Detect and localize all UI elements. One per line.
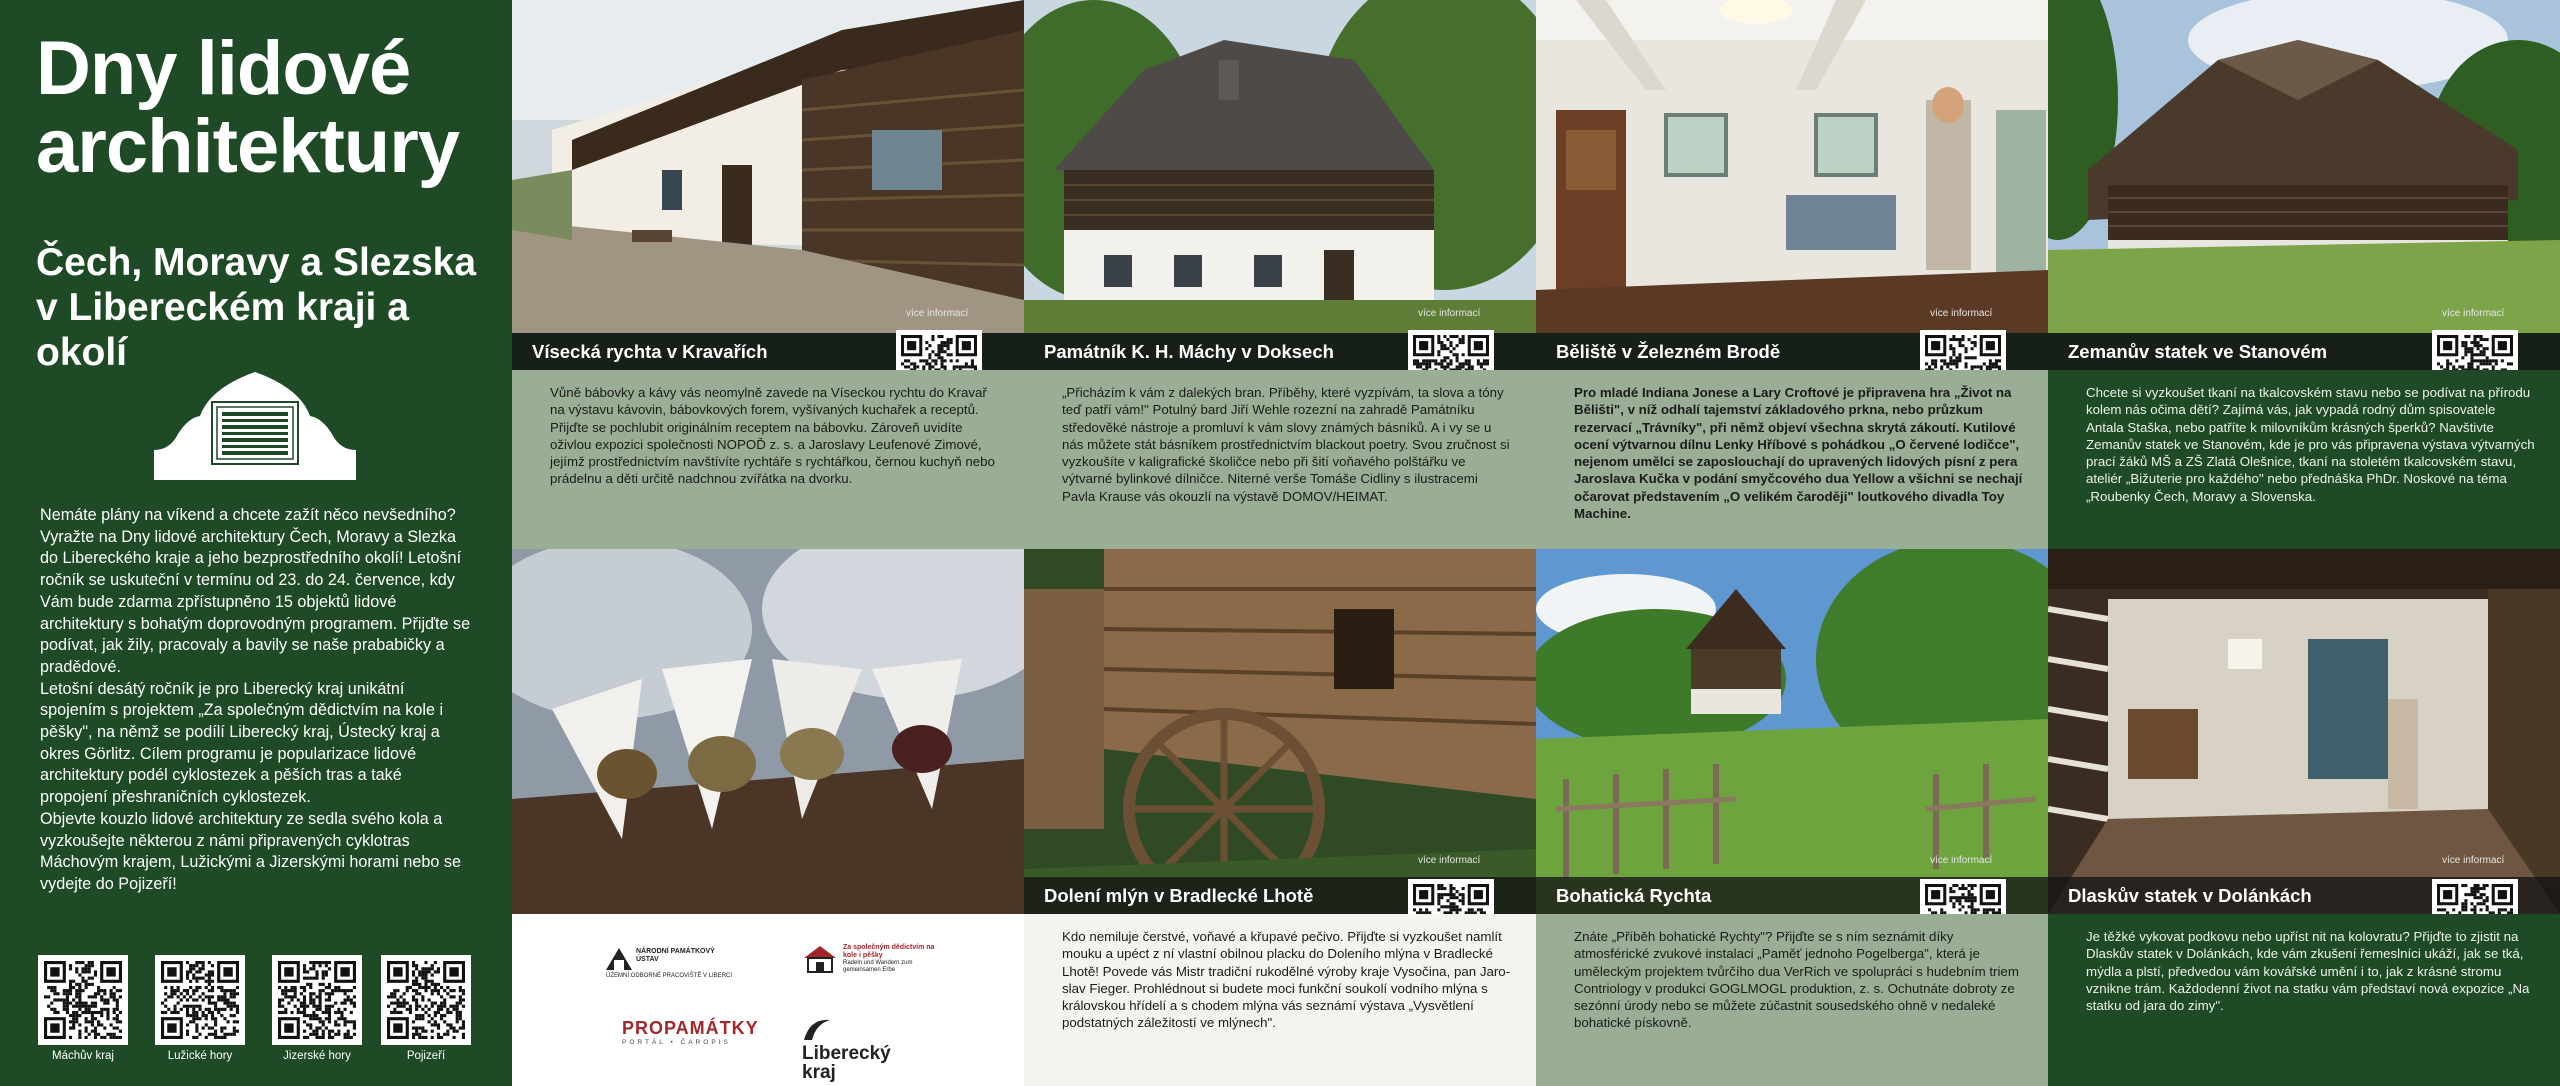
tile-description: Vůně bábovky a kávy vás neomylně zavede na Víseckou rychtu do Kravař na výstavu kávovin, bábovkových forem, vyšívaných kuchařek a receptů. Přijďte se pochlubit originálním receptem na bábovku. Zároveň uvidíte oživlou expozici společnosti NOPOĎ z. s. a Jaroslavy Leufenové Zimové, jejímž prostřednictvím navštívíte rychtáře s rychtářkou, černou kuchyň nebo prádelnu a děti určitě nadchnou zvířátka na dvorku. (512, 370, 1024, 549)
liberecky-kraj-logo (802, 1014, 891, 1083)
tile-title: Památník K. H. Máchy v Doksech (1024, 333, 1536, 370)
qr-code-icon (278, 961, 356, 1039)
tile-zemanuv-statek (2048, 0, 2560, 549)
intro-panel (0, 0, 512, 1086)
propamatky-logo (622, 1018, 759, 1046)
tile-description: Pro mladé Indiana Jonese a Lary Croftové je připravena hra „Život na Bělišti", v níž odhalí tajemství základového prkna, nebo průzkum rezervací „Trávníky", při němž objeví všechna skrytá zákoutí. Kutilové ocení výtvarnou dílnu Lenky Hříbové s pohádkou „O červené lodičce", nejenom umělci se zaposlouchají do upravených lidových písní z pera Jaroslava Kučka v podání smyčcového dua Yellow a všichni se nechají očarovat představením „O velikém čaroději" loutkového divadla Toy Machine. (1536, 370, 2048, 549)
folk-architecture-logo (150, 358, 360, 483)
sponsor-logos (512, 914, 1024, 1086)
tile-title: Běliště v Železném Brodě (1536, 333, 2048, 370)
npu-logo (606, 948, 736, 980)
page-title: Dny lidové architektury (36, 26, 460, 189)
tile-title: Vísecká rychta v Kravařích (512, 333, 1024, 370)
sponsor-name: PROPAMÁTKY (622, 1018, 759, 1038)
region-icon (802, 1014, 832, 1044)
route-qr-luzicke-hory[interactable] (155, 955, 245, 1062)
sponsor-name: Liberecký kraj (802, 1043, 891, 1083)
route-label: Máchův kraj (52, 1050, 114, 1062)
photo-pamatnik-machy (1024, 0, 1536, 333)
sponsor-subname: ÚZEMNÍ ODBORNÉ PRACOVIŠTĚ V LIBERCI (606, 973, 733, 979)
npu-logo-icon (606, 948, 632, 970)
route-label: Lužické hory (167, 1050, 233, 1062)
route-qr-pojizeri[interactable] (381, 955, 471, 1062)
route-label: Jizerské hory (283, 1050, 351, 1062)
page-subtitle: Čech, Moravy a Slezska v Libereckém kraji a okolí (36, 241, 477, 374)
tile-bohaticka-rychta (1536, 549, 2048, 1086)
photo-zemanuv-statek (2048, 0, 2560, 333)
more-info-label: více informací (1418, 855, 1481, 866)
tile-beliste (1536, 0, 2048, 549)
route-qr-machuv-kraj[interactable] (38, 955, 128, 1062)
tile-visecka-rychta (512, 0, 1024, 549)
tile-pamatnik-machy (1024, 0, 1536, 549)
qr-code-icon (44, 961, 122, 1039)
more-info-label: více informací (1930, 855, 1993, 866)
sponsor-subname: PORTÁL • ČAROPIS (622, 1039, 731, 1046)
house-icon (802, 944, 838, 974)
intro-paragraph: Nemáte plány na víkend a chcete zažít něco nevšedního? Vyražte na Dny lidové architektury Čech, Moravy a Slezka do Libereckého kraje a jeho bezprostředního okolí! Letošní ročník se uskuteční v termínu od 23. do 24. července, kdy Vám bude zdarma zpřístupněno 15 objektů lidové architektury s bohatým doprovodným programem. Přijďte se podívat, jak žily, pracovaly a bavily se naše prababičky a pradědové. (40, 506, 471, 676)
more-info-label: více informací (2442, 308, 2505, 319)
sponsor-name: NÁRODNÍ PAMÁTKOVÝ ÚSTAV (636, 948, 715, 963)
tile-title: Dlaskův statek v Dolánkách (2048, 877, 2560, 914)
heritage-project-logo (802, 944, 942, 974)
tile-description: Znáte „Příběh bohatické Rychty"? Přijďte se s ním seznámit díky atmosférické zvukové instalaci „Paměť jednoho Pogelberga", která je uměleckým projektem tvůrčího dua VerRich ve spolupráci s hudebním triem Contriology v produkci GOGLMOGL produktion, z. s. Ochutnáte dobroty ze sezónní úrody nebo se můžete zúčastnit sousedského ohně v nedaleké bohatické pískovně. (1536, 914, 2048, 1086)
tile-description: Je těžké vykovat podkovu nebo upříst nit na kolovratu? Přijďte to zjistit na Dlaskův statek v Dolánkách, kde vám zkušení řemeslníci ukáží, jak se tká, mýdla a plstí, předvedou vám kovářské umění i to, jak z krásné stromu vznikne trám. Každodenní život na statku vám představí nová expozice „Na statku od jara do zimy". (2048, 914, 2560, 1086)
photo-visecka-rychta (512, 0, 1024, 333)
more-info-label: více informací (906, 308, 969, 319)
more-info-label: více informací (2442, 855, 2505, 866)
tile-description: „Přicházím k vám z dalekých bran. Příběhy, které vyzpívám, ta slova a tóny teď patří vám!" Potulný bard Jiří Wehle rozezní na zahradě Památníku středověké nástroje a promluví k vám slovy známých básníků. A i vy se u nás můžete stát básníkem prostřednictvím blackout poetry. Svou zručnost si vyzkoušíte v kaligrafické školičce nebo při šití voňavého polštářku ve výtvarné bylinkové dílničce. Niterné verše Tomáše Cidliny s ilustracemi Pavla Krause vás okouzlí na výstavě DOMOV/HEIMAT. (1024, 370, 1536, 549)
more-info-label: více informací (1930, 308, 1993, 319)
qr-code-icon (387, 961, 465, 1039)
tile-description: Chcete si vyzkoušet tkaní na tkalcovském stavu nebo se podívat na přírodu kolem nás očima dětí? Zajímá vás, jak vypadá rodný dům spisovatele Antala Staška, nebo patříte k milovníkům krásných šperků? Navštivte Zemanův statek ve Stanovém, kde je pro vás připravena výstava výtvarných prací žáků MŠ a ZŠ Zlatá Olešnice, tkaní na stoletém tkalcovském stavu, ateliér „Bižuterie pro každého" nebo přednáška PhDr. Noskové na téma „Roubenky Čech, Moravy a Slovenska. (2048, 370, 2560, 549)
route-label: Pojizeří (406, 1050, 446, 1062)
photo-beliste (1536, 0, 2048, 333)
intro-paragraph: Letošní desátý ročník je pro Liberecký kraj unikátní spojením s projektem „Za společným dědictvím na kole i pěšky", na němž se podílí Liberecký kraj, Ústecký kraj a okres Görlitz. Cílem programu je popularizace lidové architektury podél cyklostezek a pěších tras a také propojení přeshraničních cyklostezek. (40, 679, 444, 807)
tile-title: Bohatická Rychta (1536, 877, 2048, 914)
qr-code-icon (161, 961, 239, 1039)
tile-title: Zemanův statek ve Stanovém (2048, 333, 2560, 370)
intro-paragraph: Objevte kouzlo lidové architektury ze sedla svého kola a vyzkoušejte některou z námi připravených cyklotras Máchovým krajem, Lužickými a Jizerskými horami nebo se vydejte do Pojizeří! (40, 809, 461, 893)
more-info-label: více informací (1418, 308, 1481, 319)
route-qr-jizerske-hory[interactable] (272, 955, 362, 1062)
tile-doleni-mlyn (1024, 549, 1536, 1086)
tile-dlaskuv-statek (2048, 549, 2560, 1086)
intro-text (40, 505, 472, 896)
tile-description: Kdo nemiluje čerstvé, voňavé a křupavé pečivo. Přijďte si vyzkoušet namlít mouku a upéct z ní vlastní obilnou placku do Doleního mlýna v Bradlecké Lhotě! Povede vás Mistr tradiční rukodělné výroby kraje Vysočina, pan Jaroslav Fieger. Prohlédnout si budete moci funkční soukolí vodního mlýna s královskou hřídelí a s chodem mlýna vás seznámí výstava „Vysvětlení podstatných záležitostí ve mlýnech". (1024, 914, 1536, 1086)
sponsor-subname: Radeln und Wandern zum gemeinsamen Erbe (843, 960, 913, 973)
route-qr-codes (38, 955, 478, 1065)
tile-title: Dolení mlýn v Bradlecké Lhotě (1024, 877, 1536, 914)
sponsor-name: Za společným dědictvím na kole i pěšky (843, 944, 935, 959)
photo-herbs (512, 549, 1024, 914)
